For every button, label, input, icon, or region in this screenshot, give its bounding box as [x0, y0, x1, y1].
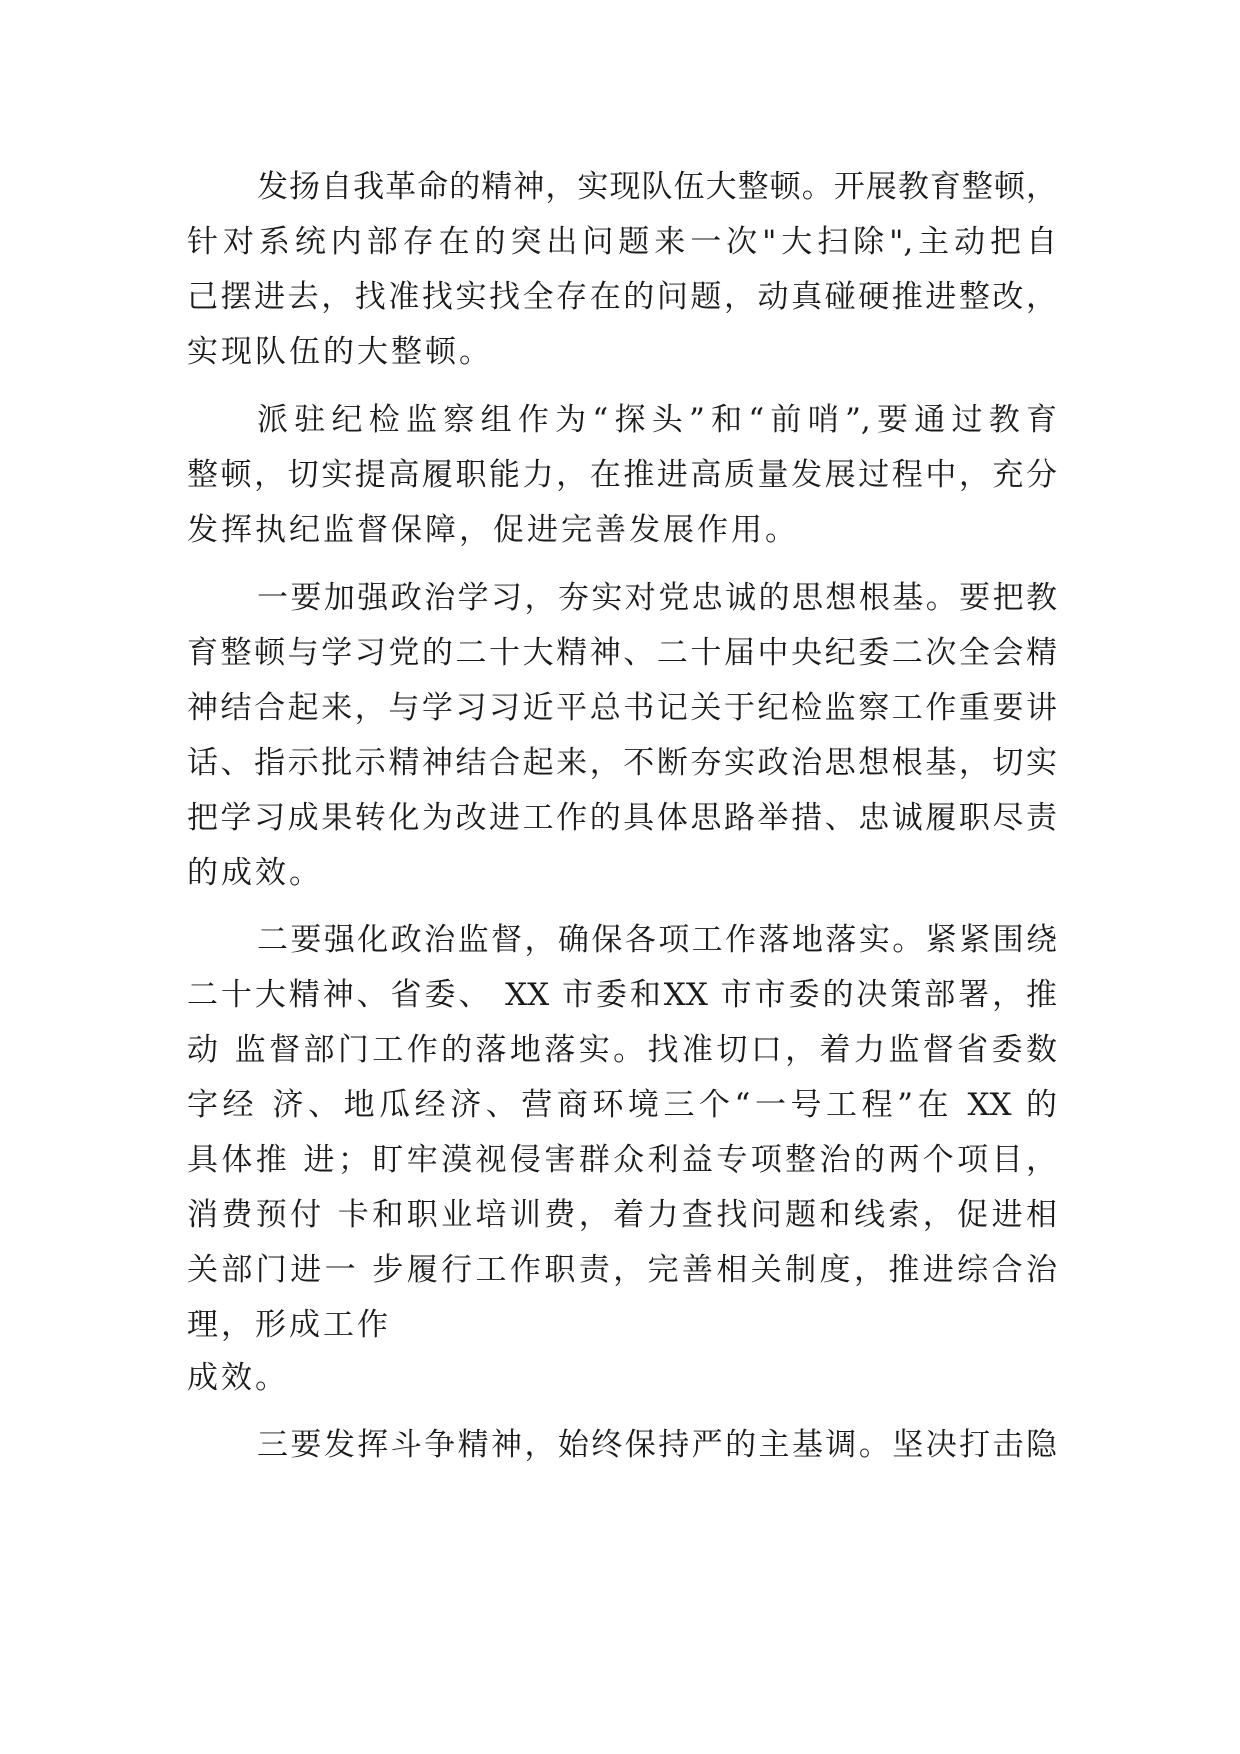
text-line: 的成效。: [187, 855, 323, 891]
text-line: 理，形成工作: [187, 1307, 391, 1343]
text-line: 成效。: [187, 1360, 289, 1396]
text-line: 整顿，切实提高履职能力，在推进高质量发展过程中，充分: [187, 457, 1057, 493]
text-line: 己摆进去，找准找实找全存在的问题，动真碰硬推进整改，: [187, 279, 1057, 315]
text-line: 三要发挥斗争精神，始终保持严的主基调。坚决打击隐: [257, 1427, 1057, 1463]
text-line: 神结合起来，与学习习近平总书记关于纪检监察工作重要讲: [187, 690, 1057, 726]
text-line: 针对系统内部存在的突出问题来一次"大扫除",主动把自: [187, 224, 1057, 260]
text-line: 具体推 进；盯牢漠视侵害群众利益专项整治的两个项目，: [187, 1142, 1057, 1178]
text-line: 动 监督部门工作的落地落实。找准切口，着力监督省委数: [187, 1032, 1057, 1068]
text-line: 二十大精神、省委、 XX 市委和XX 市市委的决策部署，推: [187, 977, 1057, 1013]
text-line: 消费预付 卡和职业培训费，着力查找问题和线索，促进相: [187, 1197, 1057, 1233]
text-line: 实现队伍的大整顿。: [187, 334, 493, 370]
text-line: 话、指示批示精神结合起来，不断夯实政治思想根基，切实: [187, 745, 1057, 781]
text-line: 二要强化政治监督，确保各项工作落地落实。紧紧围绕: [257, 922, 1057, 958]
text-line: 一要加强政治学习，夯实对党忠诚的思想根基。要把教: [257, 580, 1057, 616]
text-line: 把学习成果转化为改进工作的具体思路举措、忠诚履职尽责: [187, 800, 1057, 836]
text-line: 发扬自我革命的精神，实现队伍大整顿。开展教育整顿，: [257, 169, 1057, 205]
text-line: 发挥执纪监督保障，促进完善发展作用。: [187, 512, 799, 548]
text-line: 派驻纪检监察组作为“探头”和“前哨”,要通过教育: [257, 402, 1057, 438]
text-line: 关部门进一 步履行工作职责，完善相关制度，推进综合治: [187, 1252, 1057, 1288]
text-line: 字经 济、地瓜经济、营商环境三个“一号工程”在 XX 的: [187, 1087, 1057, 1123]
text-line: 育整顿与学习党的二十大精神、二十届中央纪委二次全会精: [187, 635, 1057, 671]
